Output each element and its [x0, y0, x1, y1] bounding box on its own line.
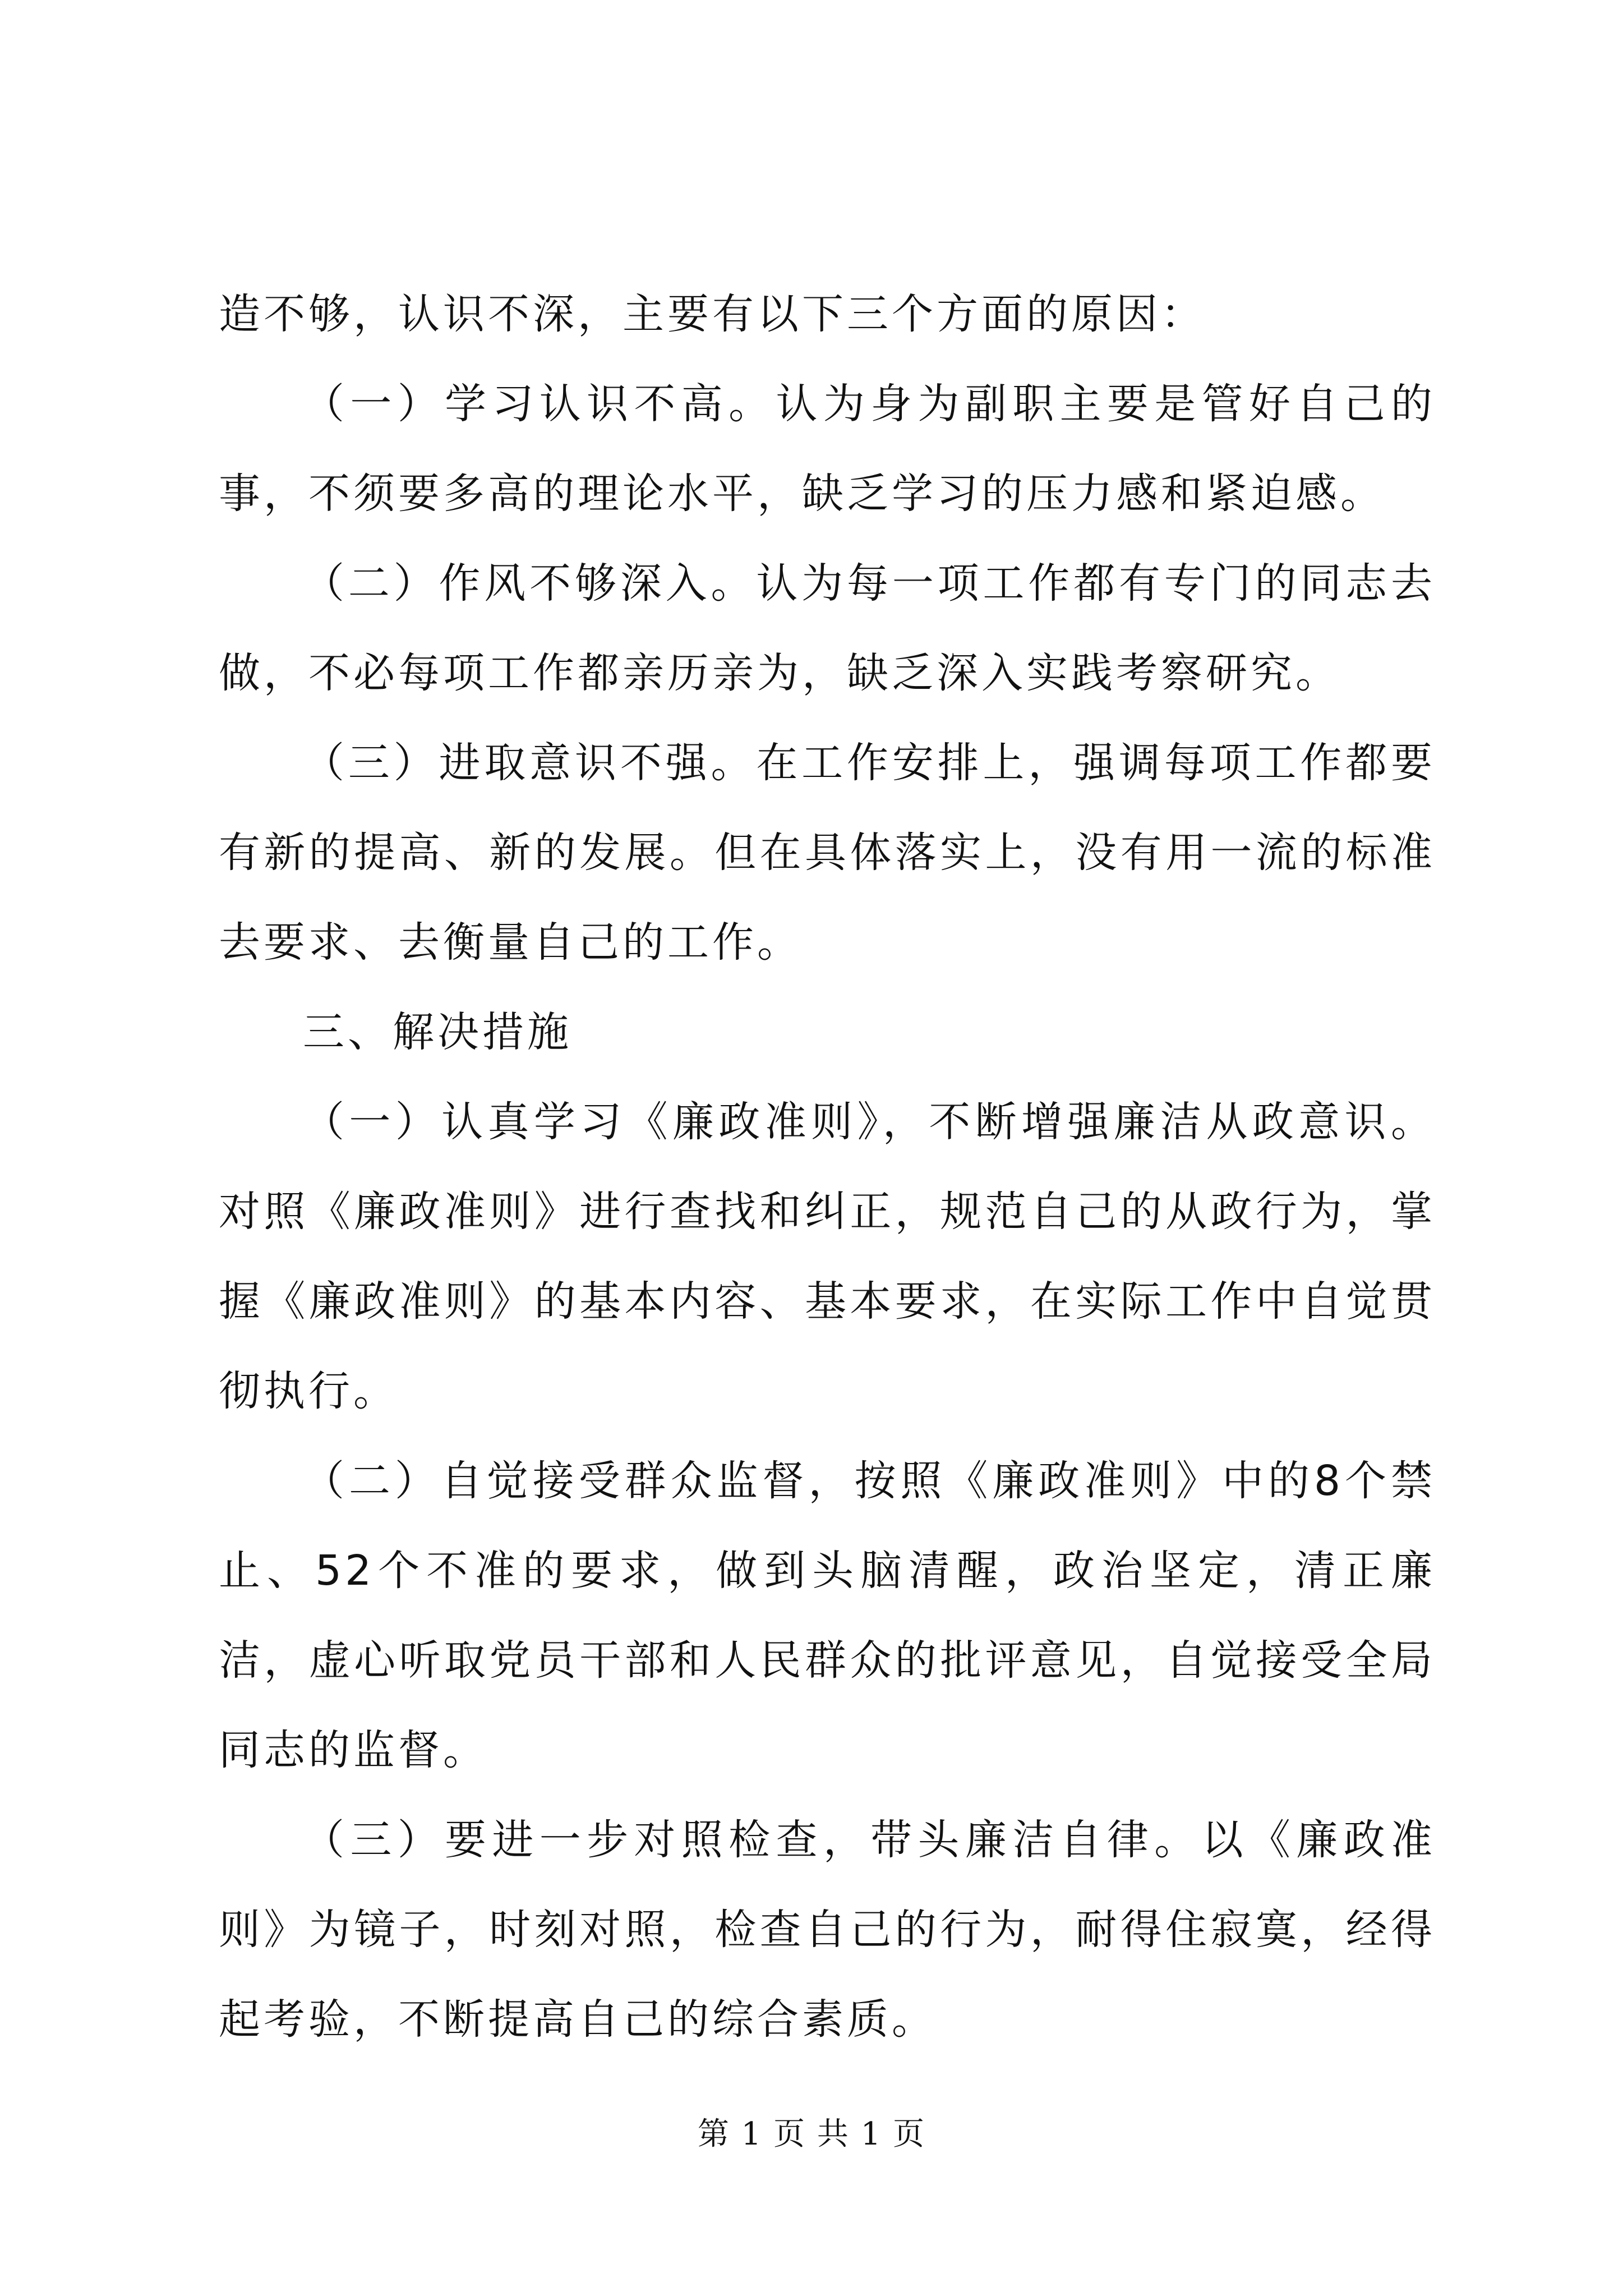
section-heading-solutions: 三、解决措施 — [303, 1008, 572, 1056]
paragraph-measure-1: （一）认真学习《廉政准则》，不断增强廉洁从政意识。对照《廉政准则》进行查找和纠正，规范自己的从政行为，掌握《廉政准则》的基本内容、基本要求，在实际工作中自觉贯彻执行。 — [219, 1098, 1436, 1415]
paragraph-measure-3: （三）要进一步对照检查，带头廉洁自律。以《廉政准则》为镜子，时刻对照，检查自己的行为，耐得住寂寞，经得起考验，不断提高自己的综合素质。 — [219, 1816, 1436, 2044]
paragraph-continuation: 造不够，认识不深，主要有以下三个方面的原因： — [219, 290, 1206, 338]
page-footer — [0, 2109, 1623, 2154]
paragraph-measure-2: （二）自觉接受群众监督，按照《廉政准则》中的8个禁止、52个不准的要求，做到头脑清醒，政治坚定，清正廉洁，虚心听取党员干部和人民群众的批评意见，自觉接受全局同志的监督。 — [219, 1457, 1436, 1774]
page-number-label: 第 1 页 共 1 页 — [697, 2116, 926, 2152]
paragraph-reason-3: （三）进取意识不强。在工作安排上，强调每项工作都要有新的提高、新的发展。但在具体落实上，没有用一流的标准去要求、去衡量自己的工作。 — [219, 739, 1436, 967]
paragraph-reason-1: （一）学习认识不高。认为身为副职主要是管好自己的事，不须要多高的理论水平，缺乏学习的压力感和紧迫感。 — [219, 380, 1436, 518]
document-body — [219, 269, 1436, 2064]
paragraph-reason-2: （二）作风不够深入。认为每一项工作都有专门的同志去做，不必每项工作都亲历亲为，缺乏深入实践考察研究。 — [219, 559, 1436, 697]
